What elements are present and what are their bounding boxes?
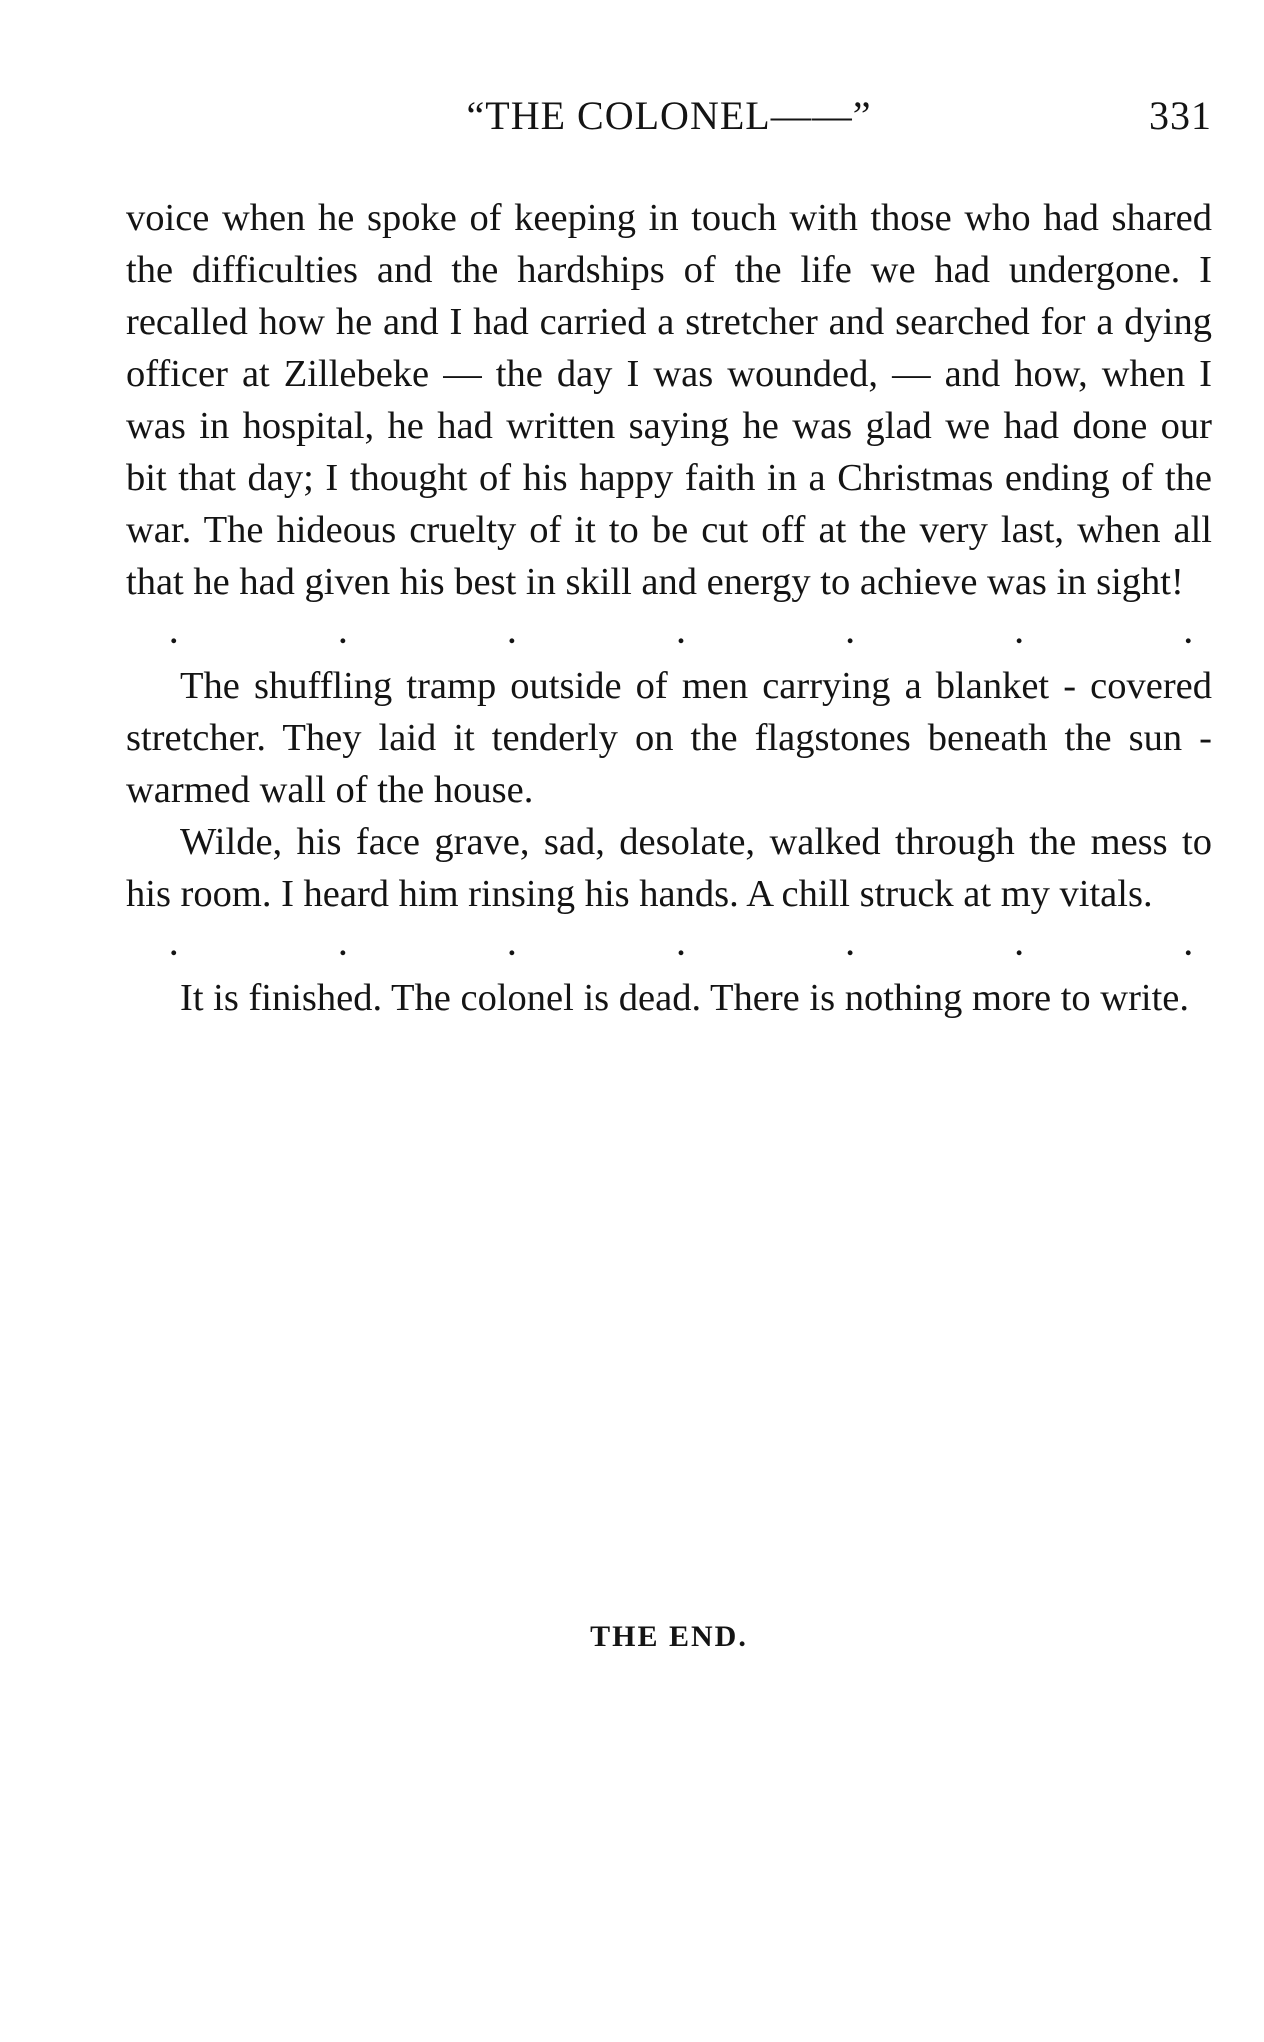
paragraph-finished: It is finished. The colonel is dead. There is nothing more to write.	[180, 977, 1189, 1019]
break-dot: .	[1184, 617, 1192, 650]
break-dot: .	[170, 617, 178, 650]
break-dot: .	[339, 929, 347, 962]
page-number: 331	[1149, 93, 1212, 138]
paragraph-continued: voice when he spoke of keeping in touch with those who had shared the difficulties and the hardships of the life we had undergone. I recalled how he and I had carried a stretcher and searched for a dying officer at Zillebeke — the day I was wounded, — and how, when I was in hospital, he had written saying he was glad we had done our bit that day; I thought of his happy faith in a Christmas ending of the war. The hideous cruelty of it to be cut off at the very last, when all that he had given his best in skill and energy to achieve was in sight!	[126, 197, 1212, 603]
break-dot: .	[1015, 617, 1023, 650]
break-dot: .	[677, 617, 685, 650]
break-dot: .	[677, 929, 685, 962]
break-dot: .	[846, 617, 854, 650]
break-dot: .	[339, 617, 347, 650]
break-dot: .	[846, 929, 854, 962]
paragraph-wilde: Wilde, his face grave, sad, desolate, walked through the mess to his room. I heard him rinsing his hands. A chill struck at my vitals.	[126, 821, 1212, 915]
break-dot: .	[508, 929, 516, 962]
break-dot: .	[1184, 929, 1192, 962]
body-text	[126, 192, 1212, 1024]
section-break	[126, 608, 1192, 660]
running-head	[126, 92, 1212, 146]
break-dot: .	[508, 617, 516, 650]
running-title: “THE COLONEL——”	[466, 93, 872, 138]
paragraph-stretcher: The shuffling tramp outside of men carrying a blanket - covered stretcher. They laid it tenderly on the flagstones beneath the sun - warmed wall of the house.	[126, 665, 1212, 811]
break-dot: .	[170, 929, 178, 962]
section-break	[126, 920, 1192, 972]
the-end: THE END.	[590, 1620, 748, 1653]
break-dot: .	[1015, 929, 1023, 962]
